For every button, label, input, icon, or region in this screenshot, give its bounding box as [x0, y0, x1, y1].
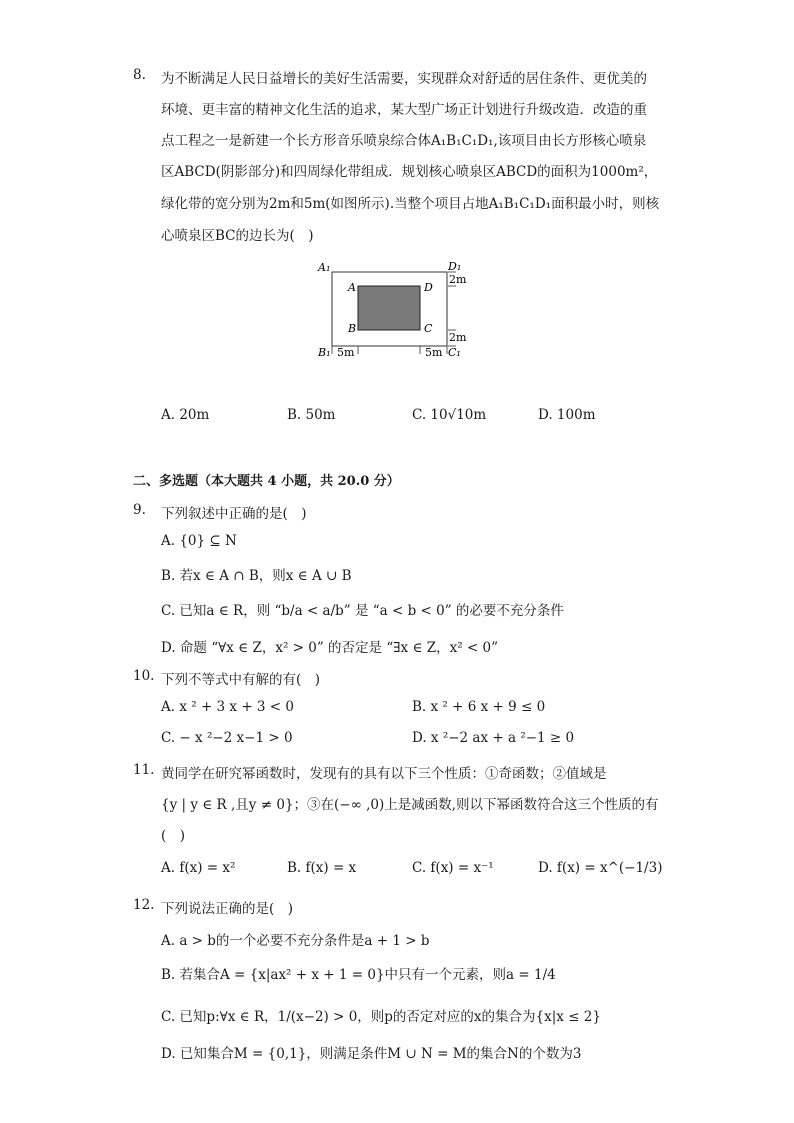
q10-stem: 下列不等式中有解的有( ) — [161, 672, 321, 688]
q12-option-b[interactable]: B. 若集合A = {x|ax² + x + 1 = 0}中只有一个元素，则a = 1/4 — [161, 967, 556, 983]
q8-option-a[interactable]: A. 20m — [161, 407, 210, 423]
q11-option-b[interactable]: B. f(x) = x — [287, 860, 357, 876]
q10-option-d[interactable]: D. x ²−2 ax + a ²−1 ≥ 0 — [412, 730, 575, 746]
label-left-width: 5m — [337, 346, 355, 359]
q8-line-5: 绿化带的宽分别为2m和5m(如图所示).当整个项目占地A₁B₁C₁D₁面积最小时，则核 — [161, 196, 660, 212]
label-A: A — [348, 281, 356, 294]
q8-line-4: 区ABCD(阴影部分)和四周绿化带组成．规划核心喷泉区ABCD的面积为1000m²， — [161, 164, 658, 180]
label-B1: B₁ — [318, 346, 331, 359]
label-C: C — [424, 322, 433, 335]
q8-figure — [312, 258, 482, 362]
q10-option-c[interactable]: C. − x ²−2 x−1 > 0 — [161, 730, 293, 746]
q12-number: 12. — [133, 897, 155, 913]
q8-line-6: 心喷泉区BC的边长为( ) — [161, 228, 314, 244]
q9-option-a[interactable]: A. {0} ⊆ N — [161, 533, 237, 549]
q10-option-b[interactable]: B. x ² + 6 x + 9 ≤ 0 — [412, 699, 546, 715]
q10-number: 10. — [133, 668, 155, 684]
label-top-width: 2m — [449, 273, 467, 286]
label-right-width: 5m — [425, 346, 443, 359]
q9-option-c[interactable]: C. 已知a ∈ R，则 “b/a < a/b” 是 “a < b < 0” 的必要不充分条件 — [161, 603, 564, 619]
q9-stem: 下列叙述中正确的是( ) — [161, 506, 307, 522]
q12-option-d[interactable]: D. 已知集合M = {0,1}，则满足条件M ∪ N = M的集合N的个数为3 — [161, 1046, 582, 1062]
q12-option-c[interactable]: C. 已知p:∀x ∈ R，1/(x−2) > 0，则p的否定对应的x的集合为{x|x ≤ 2} — [161, 1009, 601, 1025]
q9-option-d[interactable]: D. 命题 “∀x ∈ Z，x² > 0” 的否定是 “∃x ∈ Z，x² < 0” — [161, 640, 499, 656]
label-B: B — [348, 322, 357, 335]
q12-option-a[interactable]: A. a > b的一个必要不充分条件是a + 1 > b — [161, 933, 430, 949]
q9-option-b[interactable]: B. 若x ∈ A ∩ B，则x ∈ A ∪ B — [161, 568, 352, 584]
label-A1: A₁ — [318, 261, 331, 274]
q11-option-c[interactable]: C. f(x) = x⁻¹ — [412, 860, 494, 876]
q9-number: 9. — [133, 502, 146, 518]
q8-line-3: 点工程之一是新建一个长方形音乐喷泉综合体A₁B₁C₁D₁,该项目由长方形核心喷泉 — [161, 133, 647, 149]
q8-option-d[interactable]: D. 100m — [538, 407, 596, 423]
q11-line-2: {y | y ∈ R ,且y ≠ 0}；③在(−∞ ,0)上是减函数,则以下幂函数符合这三个性质的有 — [161, 797, 659, 813]
q8-number: 8. — [133, 67, 146, 83]
label-C1: C₁ — [448, 346, 461, 359]
q11-option-a[interactable]: A. f(x) = x² — [161, 860, 236, 876]
q11-line-1: 黄同学在研究幂函数时，发现有的具有以下三个性质：①奇函数；②值域是 — [161, 766, 607, 782]
q8-line-1: 为不断满足人民日益增长的美好生活需要，实现群众对舒适的居住条件、更优美的 — [161, 71, 647, 87]
q11-line-3: ( ) — [161, 828, 186, 844]
core-fountain-area — [358, 286, 420, 330]
label-D: D — [424, 281, 433, 294]
q8-option-b[interactable]: B. 50m — [287, 407, 336, 423]
q12-stem: 下列说法正确的是( ) — [161, 901, 294, 917]
q10-option-a[interactable]: A. x ² + 3 x + 3 < 0 — [161, 699, 295, 715]
label-D1: D₁ — [448, 260, 462, 273]
label-bottom-width: 2m — [449, 331, 467, 344]
q11-option-d[interactable]: D. f(x) = x^(−1/3) — [538, 860, 663, 876]
q8-option-c[interactable]: C. 10√10m — [412, 407, 487, 423]
q8-line-2: 环境、更丰富的精神文化生活的追求，某大型广场正计划进行升级改造．改造的重 — [161, 102, 647, 118]
q11-number: 11. — [133, 762, 155, 778]
section-title: 二、多选题（本大题共 4 小题，共 20.0 分） — [133, 474, 400, 489]
